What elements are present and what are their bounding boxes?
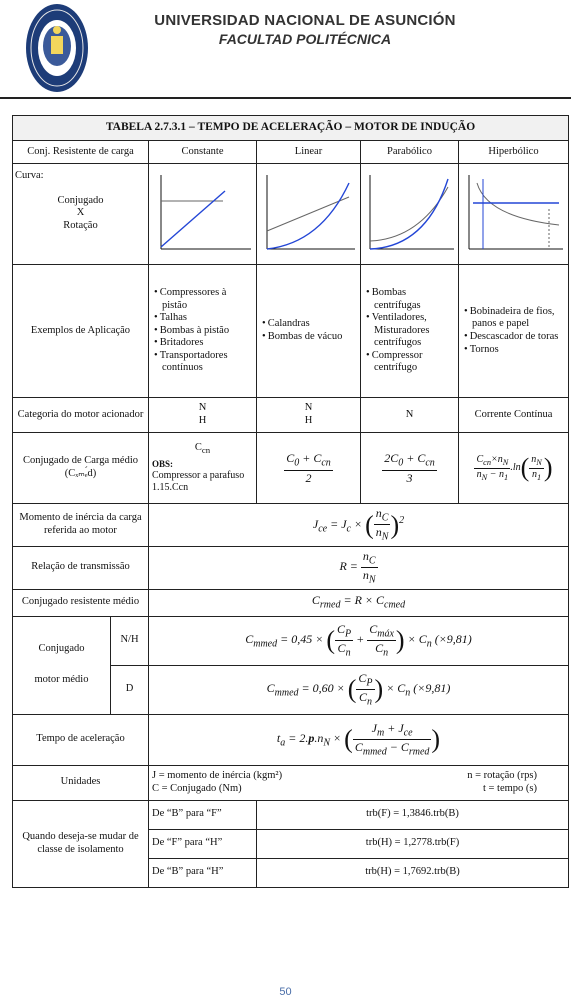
curve-constante-cell: [149, 164, 257, 265]
example-item: • Bombas de vácuo: [270, 331, 357, 344]
avg-torque-parabolico: [361, 433, 459, 504]
accel-formula-cell: [149, 714, 569, 765]
examples-hiperbolico: [459, 265, 569, 398]
example-item: • Descascador de toras: [472, 331, 565, 344]
examples-linear: [257, 265, 361, 398]
motor-avg-label-1: Conjugado: [38, 643, 85, 655]
formula-hiperbolico: $\frac{C_{cn}\times n_N}{n_N - n_1}$ .ln( $\frac{n_N}{n_1}$ ): [476, 453, 553, 483]
curve-parabolico-plot: [364, 169, 456, 255]
header-rule: [0, 97, 571, 99]
accel-label: Tempo de aceleração: [13, 714, 149, 765]
curve-hiperbolico-plot: [463, 169, 565, 255]
formula-linear: $\frac{C_0 + C_{cn}}{2}$: [286, 451, 331, 485]
formula-inertia: $J_{ce} = J_c$ × ( $\frac{n_C}{n_N}$ )$^2$: [312, 506, 405, 543]
formula-parabolico: $\frac{2C_0 + C_{cn}}{3}$: [384, 451, 435, 485]
example-item: • Bobinadeira de fios, panos e papel: [472, 306, 565, 331]
example-item: • Compressor centrífugo: [374, 350, 455, 375]
example-item: • Compressores à pistão: [162, 287, 253, 312]
curve-linear-cell: [257, 164, 361, 265]
resist-label: Conjugado resistente médio: [13, 589, 149, 616]
examples-label: Exemplos de Aplicação: [13, 265, 149, 398]
type-hiperbolico: Hiperbólico: [459, 141, 569, 164]
example-item: • Calandras: [270, 318, 357, 331]
insulation-formula-fh: trb(H) = 1,2778.trb(F): [257, 829, 569, 858]
ratio-label: Relação de transmissão: [13, 546, 149, 589]
motor-d-formula-cell: [149, 665, 569, 714]
table-title: TABELA 2.7.3.1 – TEMPO DE ACELERAÇÃO – MOTOR DE INDUÇÃO: [13, 116, 569, 141]
insulation-formula-bf: trb(F) = 1,3846.trb(B): [257, 800, 569, 829]
motor-avg-label: [13, 616, 111, 714]
examples-constante: [149, 265, 257, 398]
avg-torque-hiperbolico: [459, 433, 569, 504]
insulation-from-bh: De “B” para “H”: [149, 858, 257, 887]
curve-hiperbolico-cell: [459, 164, 569, 265]
formula-accel: $t_a = 2.p.n_N$ × ( $\frac{J_m + J_{ce}}{C_{mmed} - C_{rmed}}$ ): [276, 720, 441, 758]
curve-parabolico-cell: [361, 164, 459, 265]
type-linear: Linear: [257, 141, 361, 164]
formula-motor-d: $C_{mmed} = 0,60$ × ( $\frac{C_P}{C_n}$ ) × $C_n$ (×9,81): [266, 670, 451, 708]
formula-motor-nh: $C_{mmed} = 0,45$ × ( $\frac{C_P}{C_n}$ + $\frac{C_{máx}}{C_n}$ ) × $C_n$ (×9,81): [245, 621, 472, 659]
motor-nh-formula-cell: [149, 616, 569, 665]
example-item: • Tornos: [472, 344, 565, 357]
curve-label-cell: [13, 164, 149, 265]
curve-label-conjugado: Conjugado: [57, 194, 104, 206]
ccn-symbol: C: [194, 441, 202, 453]
page-number: 50: [279, 986, 292, 998]
class-nh: N/H: [111, 616, 149, 665]
obs-label: OBS:: [152, 459, 174, 470]
type-parabolico: Parabólico: [361, 141, 459, 164]
class-d: D: [111, 665, 149, 714]
curve-constante-plot: [153, 169, 253, 255]
university-name: UNIVERSIDAD NACIONAL DE ASUNCIÓN: [154, 12, 456, 29]
acceleration-time-table: [12, 115, 569, 888]
units-cell: [149, 765, 569, 800]
university-seal-logo: [22, 0, 92, 96]
curve-linear-plot: [261, 169, 357, 255]
avg-torque-label: Conjugado de Carga médio (Cₓₘₑ́d): [13, 433, 149, 504]
category-parabolico: N: [361, 398, 459, 433]
avg-torque-constante: [149, 433, 257, 504]
examples-parabolico: [361, 265, 459, 398]
insulation-formula-bh: trb(H) = 1,7692.trb(B): [257, 858, 569, 887]
example-item: • Transportadores contínuos: [162, 350, 253, 375]
insulation-label: Quando deseja-se mudar de classe de isolamento: [13, 800, 149, 887]
example-item: • Ventiladores, Misturadores centrífugos: [374, 312, 455, 350]
curve-label-x: X: [76, 207, 85, 219]
page-header: [0, 0, 571, 100]
category-label: Categoria do motor acionador: [13, 398, 149, 433]
motor-avg-label-2: motor médio: [34, 674, 89, 686]
category-linear: N H: [257, 398, 361, 433]
type-constante: Constante: [149, 141, 257, 164]
obs-text: Compressor a parafuso 1.15.Ccn: [152, 470, 245, 494]
units-t: t = tempo (s): [482, 782, 538, 794]
insulation-from-fh: De “F” para “H”: [149, 829, 257, 858]
load-column-header: Conj. Resistente de carga: [13, 141, 149, 164]
resist-formula-cell: [149, 589, 569, 616]
example-item: • Britadores: [162, 337, 253, 350]
units-n: n = rotação (rps): [467, 769, 538, 781]
category-constante: N H: [149, 398, 257, 433]
faculty-name: FACULTAD POLITÉCNICA: [218, 31, 392, 47]
units-j: J = momento de inércia (kgm²): [152, 769, 283, 781]
avg-torque-linear: [257, 433, 361, 504]
units-c: C = Conjugado (Nm): [152, 782, 242, 794]
category-hiperbolico: Corrente Contínua: [459, 398, 569, 433]
curve-label: Curva:: [15, 170, 44, 181]
formula-ratio: R = $\frac{n_C}{n_N}$: [339, 548, 376, 586]
inertia-formula-cell: [149, 504, 569, 547]
ratio-formula-cell: [149, 546, 569, 589]
curve-label-rotacao: Rotação: [63, 219, 98, 231]
inertia-label: Momento de inércia da carga referida ao motor: [13, 504, 149, 547]
example-item: • Bombas à pistão: [162, 325, 253, 338]
example-item: • Bombas centrífugas: [374, 287, 455, 312]
units-label: Unidades: [13, 765, 149, 800]
example-item: • Talhas: [162, 312, 253, 325]
insulation-from-bf: De “B” para “F”: [149, 800, 257, 829]
ccn-subscript: cn: [201, 444, 211, 455]
formula-resist: $C_{rmed} = R \times C_{cmed}$: [311, 593, 406, 611]
